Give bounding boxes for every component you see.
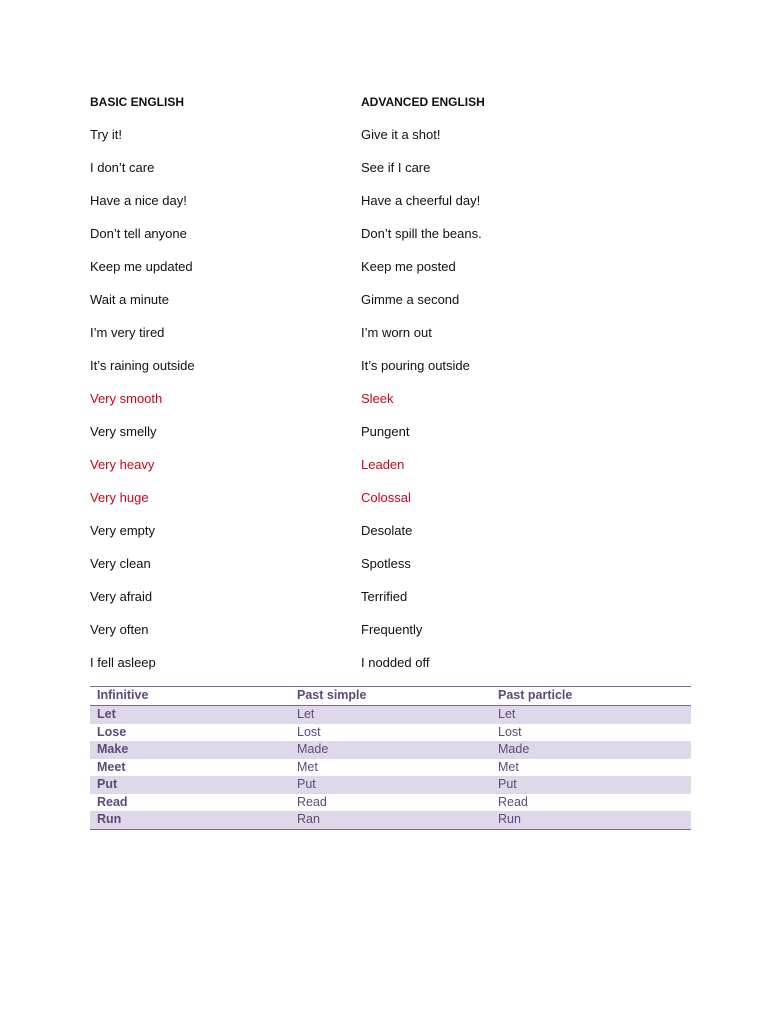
basic-phrase: I don’t care	[90, 160, 155, 175]
verb-past-particle: Lost	[498, 724, 522, 739]
phrase-row	[0, 257, 768, 277]
verb-infinitive: Lose	[97, 724, 127, 739]
phrase-row	[0, 620, 768, 640]
basic-phrase: Very smooth	[90, 391, 163, 406]
phrase-row	[0, 488, 768, 508]
phrase-row	[0, 125, 768, 145]
advanced-phrase: I’m worn out	[361, 325, 432, 340]
basic-phrase: Have a nice day!	[90, 193, 187, 208]
phrase-row	[0, 554, 768, 574]
basic-phrase: I fell asleep	[90, 655, 156, 670]
basic-phrase: Very huge	[90, 490, 149, 505]
advanced-phrase: Spotless	[361, 556, 411, 571]
basic-phrase: Keep me updated	[90, 259, 193, 274]
irregular-verb-table	[90, 686, 691, 830]
column-header-infinitive: Infinitive	[90, 687, 290, 706]
phrase-row	[0, 224, 768, 244]
verb-past-particle: Met	[498, 759, 519, 774]
verb-table-row	[90, 741, 691, 759]
basic-phrase: It’s raining outside	[90, 358, 195, 373]
phrase-row	[0, 191, 768, 211]
phrase-row	[0, 323, 768, 343]
verb-infinitive: Let	[90, 706, 290, 724]
verb-infinitive: Put	[90, 776, 290, 794]
phrase-row	[0, 422, 768, 442]
advanced-phrase: Leaden	[361, 457, 405, 472]
basic-phrase: Very empty	[90, 523, 156, 538]
verb-past-simple: Let	[290, 706, 491, 724]
advanced-phrase: Give it a shot!	[361, 127, 441, 142]
verb-table-body	[90, 706, 691, 830]
verb-table-row	[90, 776, 691, 794]
advanced-english-heading: ADVANCED ENGLISH	[361, 95, 485, 109]
basic-english-heading: BASIC ENGLISH	[90, 95, 185, 109]
verb-past-simple: Lost	[297, 724, 321, 739]
column-header-past-particle: Past particle	[491, 687, 691, 706]
advanced-phrase: Don’t spill the beans.	[361, 226, 482, 241]
basic-phrase: Very clean	[90, 556, 151, 571]
verb-past-particle: Read	[498, 794, 528, 809]
verb-past-particle: Put	[491, 776, 691, 794]
advanced-phrase: Have a cheerful day!	[361, 193, 481, 208]
verb-table-row	[90, 794, 691, 812]
phrase-row	[0, 158, 768, 178]
verb-infinitive: Make	[90, 741, 290, 759]
advanced-phrase: Terrified	[361, 589, 408, 604]
verb-table-row	[90, 811, 691, 829]
verb-past-particle: Made	[491, 741, 691, 759]
advanced-phrase: I nodded off	[361, 655, 430, 670]
verb-past-simple: Put	[290, 776, 491, 794]
phrase-row	[0, 356, 768, 376]
verb-past-simple: Made	[290, 741, 491, 759]
advanced-phrase: Frequently	[361, 622, 423, 637]
verb-past-simple: Ran	[290, 811, 491, 829]
advanced-phrase: It’s pouring outside	[361, 358, 470, 373]
phrase-row	[0, 521, 768, 541]
basic-phrase: Don’t tell anyone	[90, 226, 187, 241]
basic-phrase: I’m very tired	[90, 325, 165, 340]
verb-infinitive: Read	[97, 794, 128, 809]
verb-infinitive: Meet	[97, 759, 126, 774]
verb-table-row	[90, 724, 691, 742]
basic-phrase: Very often	[90, 622, 149, 637]
phrase-row	[0, 290, 768, 310]
verb-table-header-row	[90, 687, 691, 706]
basic-phrase: Try it!	[90, 127, 123, 142]
verb-table-row	[90, 706, 691, 724]
phrase-row	[0, 653, 768, 673]
basic-phrase: Very smelly	[90, 424, 157, 439]
advanced-phrase: See if I care	[361, 160, 431, 175]
phrase-row	[0, 587, 768, 607]
verb-table-row	[90, 759, 691, 777]
verb-infinitive: Run	[90, 811, 290, 829]
advanced-phrase: Gimme a second	[361, 292, 460, 307]
basic-phrase: Wait a minute	[90, 292, 169, 307]
phrase-row	[0, 455, 768, 475]
advanced-phrase: Desolate	[361, 523, 413, 538]
advanced-phrase: Colossal	[361, 490, 411, 505]
verb-past-particle: Let	[491, 706, 691, 724]
verb-past-simple: Read	[297, 794, 327, 809]
phrase-row	[0, 389, 768, 409]
phrase-header-row	[0, 92, 768, 112]
advanced-phrase: Sleek	[361, 391, 394, 406]
advanced-phrase: Pungent	[361, 424, 410, 439]
verb-past-particle: Run	[491, 811, 691, 829]
advanced-phrase: Keep me posted	[361, 259, 456, 274]
basic-phrase: Very afraid	[90, 589, 153, 604]
column-header-past-simple: Past simple	[290, 687, 491, 706]
verb-past-simple: Met	[297, 759, 318, 774]
basic-phrase: Very heavy	[90, 457, 155, 472]
